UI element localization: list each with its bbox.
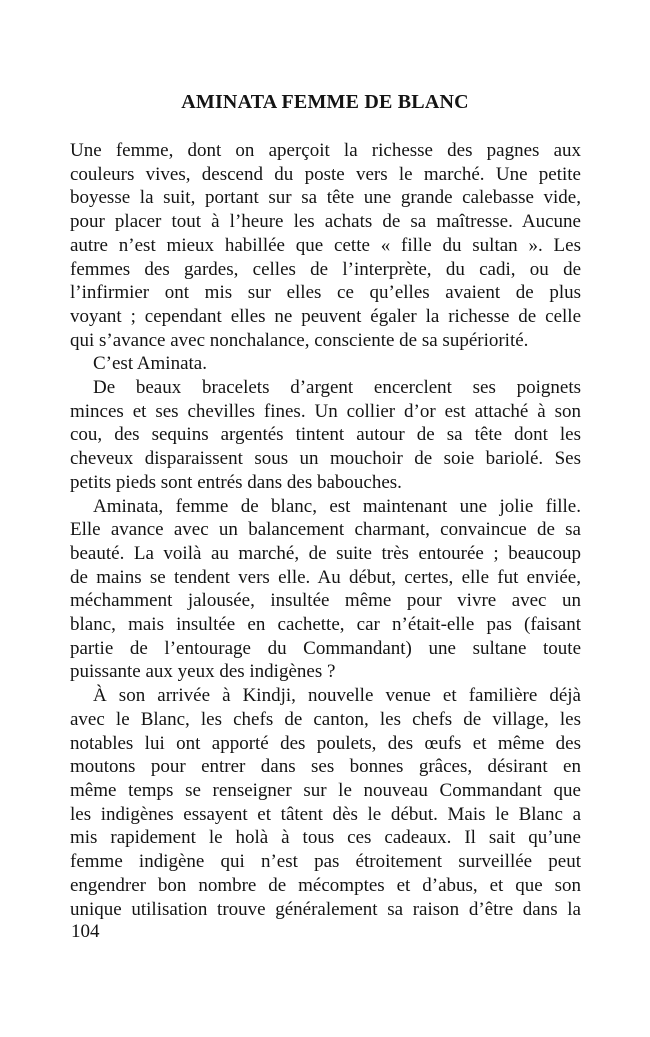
paragraph xyxy=(70,684,581,921)
text-line: blanc, mais insultée en cachette, car n’était-elle pas (faisant xyxy=(70,614,581,636)
chapter-title: AMINATA FEMME DE BLANC xyxy=(181,91,469,113)
text-line: partie de l’entourage du Commandant) une sultane toute xyxy=(70,637,581,659)
text-line: puissante aux yeux des indigènes ? xyxy=(70,661,336,683)
text-line: Une femme, dont on aperçoit la richesse des pagnes aux xyxy=(70,140,581,161)
text-line: boyesse la suit, portant sur sa tête une grande calebasse vide, xyxy=(70,187,581,209)
text-line: qui s’avance avec nonchalance, consciente de sa supériorité. xyxy=(70,329,529,351)
page-number: 104 xyxy=(71,921,100,942)
text-line: de mains se tendent vers elle. Au début, certes, elle fut enviée, xyxy=(70,566,581,588)
text-line: engendrer bon nombre de mécomptes et d’abus, et que son xyxy=(70,874,581,896)
text-line: C’est Aminata. xyxy=(93,353,207,375)
text-line: notables lui ont apporté des poulets, des œufs et même des xyxy=(70,732,581,754)
text-line: À son arrivée à Kindji, nouvelle venue et familière déjà xyxy=(93,685,581,707)
text-line: méchamment jalousée, insultée même pour vivre avec un xyxy=(70,590,581,612)
text-line: cou, des sequins argentés tintent autour de sa tête dont les xyxy=(70,424,581,446)
text-line: Aminata, femme de blanc, est maintenant une jolie fille. xyxy=(93,495,581,517)
paragraph xyxy=(70,376,581,495)
text-line: femme indigène qui n’est pas étroitement surveillée peut xyxy=(70,851,581,873)
text-line: pour placer tout à l’heure les achats de sa maîtresse. Aucune xyxy=(70,211,581,233)
text-line: De beaux bracelets d’argent encerclent ses poignets xyxy=(93,377,581,399)
text-line: petits pieds sont entrés dans des babouches. xyxy=(70,471,402,493)
text-line: mis rapidement le holà à tous ces cadeaux. Il sait qu’une xyxy=(70,827,581,849)
text-line: moutons pour entrer dans ses bonnes grâces, désirant en xyxy=(70,756,581,778)
body-text xyxy=(70,139,581,921)
text-line: minces et ses chevilles fines. Un collier d’or est attaché à son xyxy=(70,400,581,422)
text-line: unique utilisation trouve généralement sa raison d’être dans la xyxy=(70,898,581,920)
text-line: cheveux disparaissent sous un mouchoir de soie bariolé. Ses xyxy=(70,448,581,470)
paragraph xyxy=(70,139,581,352)
text-line: Elle avance avec un balancement charmant, convaincue de sa xyxy=(70,519,581,541)
paragraph xyxy=(70,495,581,685)
text-line: même temps se renseigner sur le nouveau Commandant que xyxy=(70,779,581,801)
text-line: couleurs vives, descend du poste vers le marché. Une petite xyxy=(70,163,581,185)
text-line: autre n’est mieux habillée que cette « fille du sultan ». Les xyxy=(70,234,581,256)
text-line: l’infirmier ont mis sur elles ce qu’elles avaient de plus xyxy=(70,282,581,304)
text-line: avec le Blanc, les chefs de canton, les chefs de village, les xyxy=(70,708,581,730)
text-line: beauté. La voilà au marché, de suite très entourée ; beaucoup xyxy=(70,542,581,564)
text-line: les indigènes essayent et tâtent dès le début. Mais le Blanc a xyxy=(70,803,581,825)
text-line: voyant ; cependant elles ne peuvent égaler la richesse de celle xyxy=(70,305,581,327)
text-line: femmes des gardes, celles de l’interprète, du cadi, ou de xyxy=(70,258,581,280)
paragraph xyxy=(70,352,581,376)
